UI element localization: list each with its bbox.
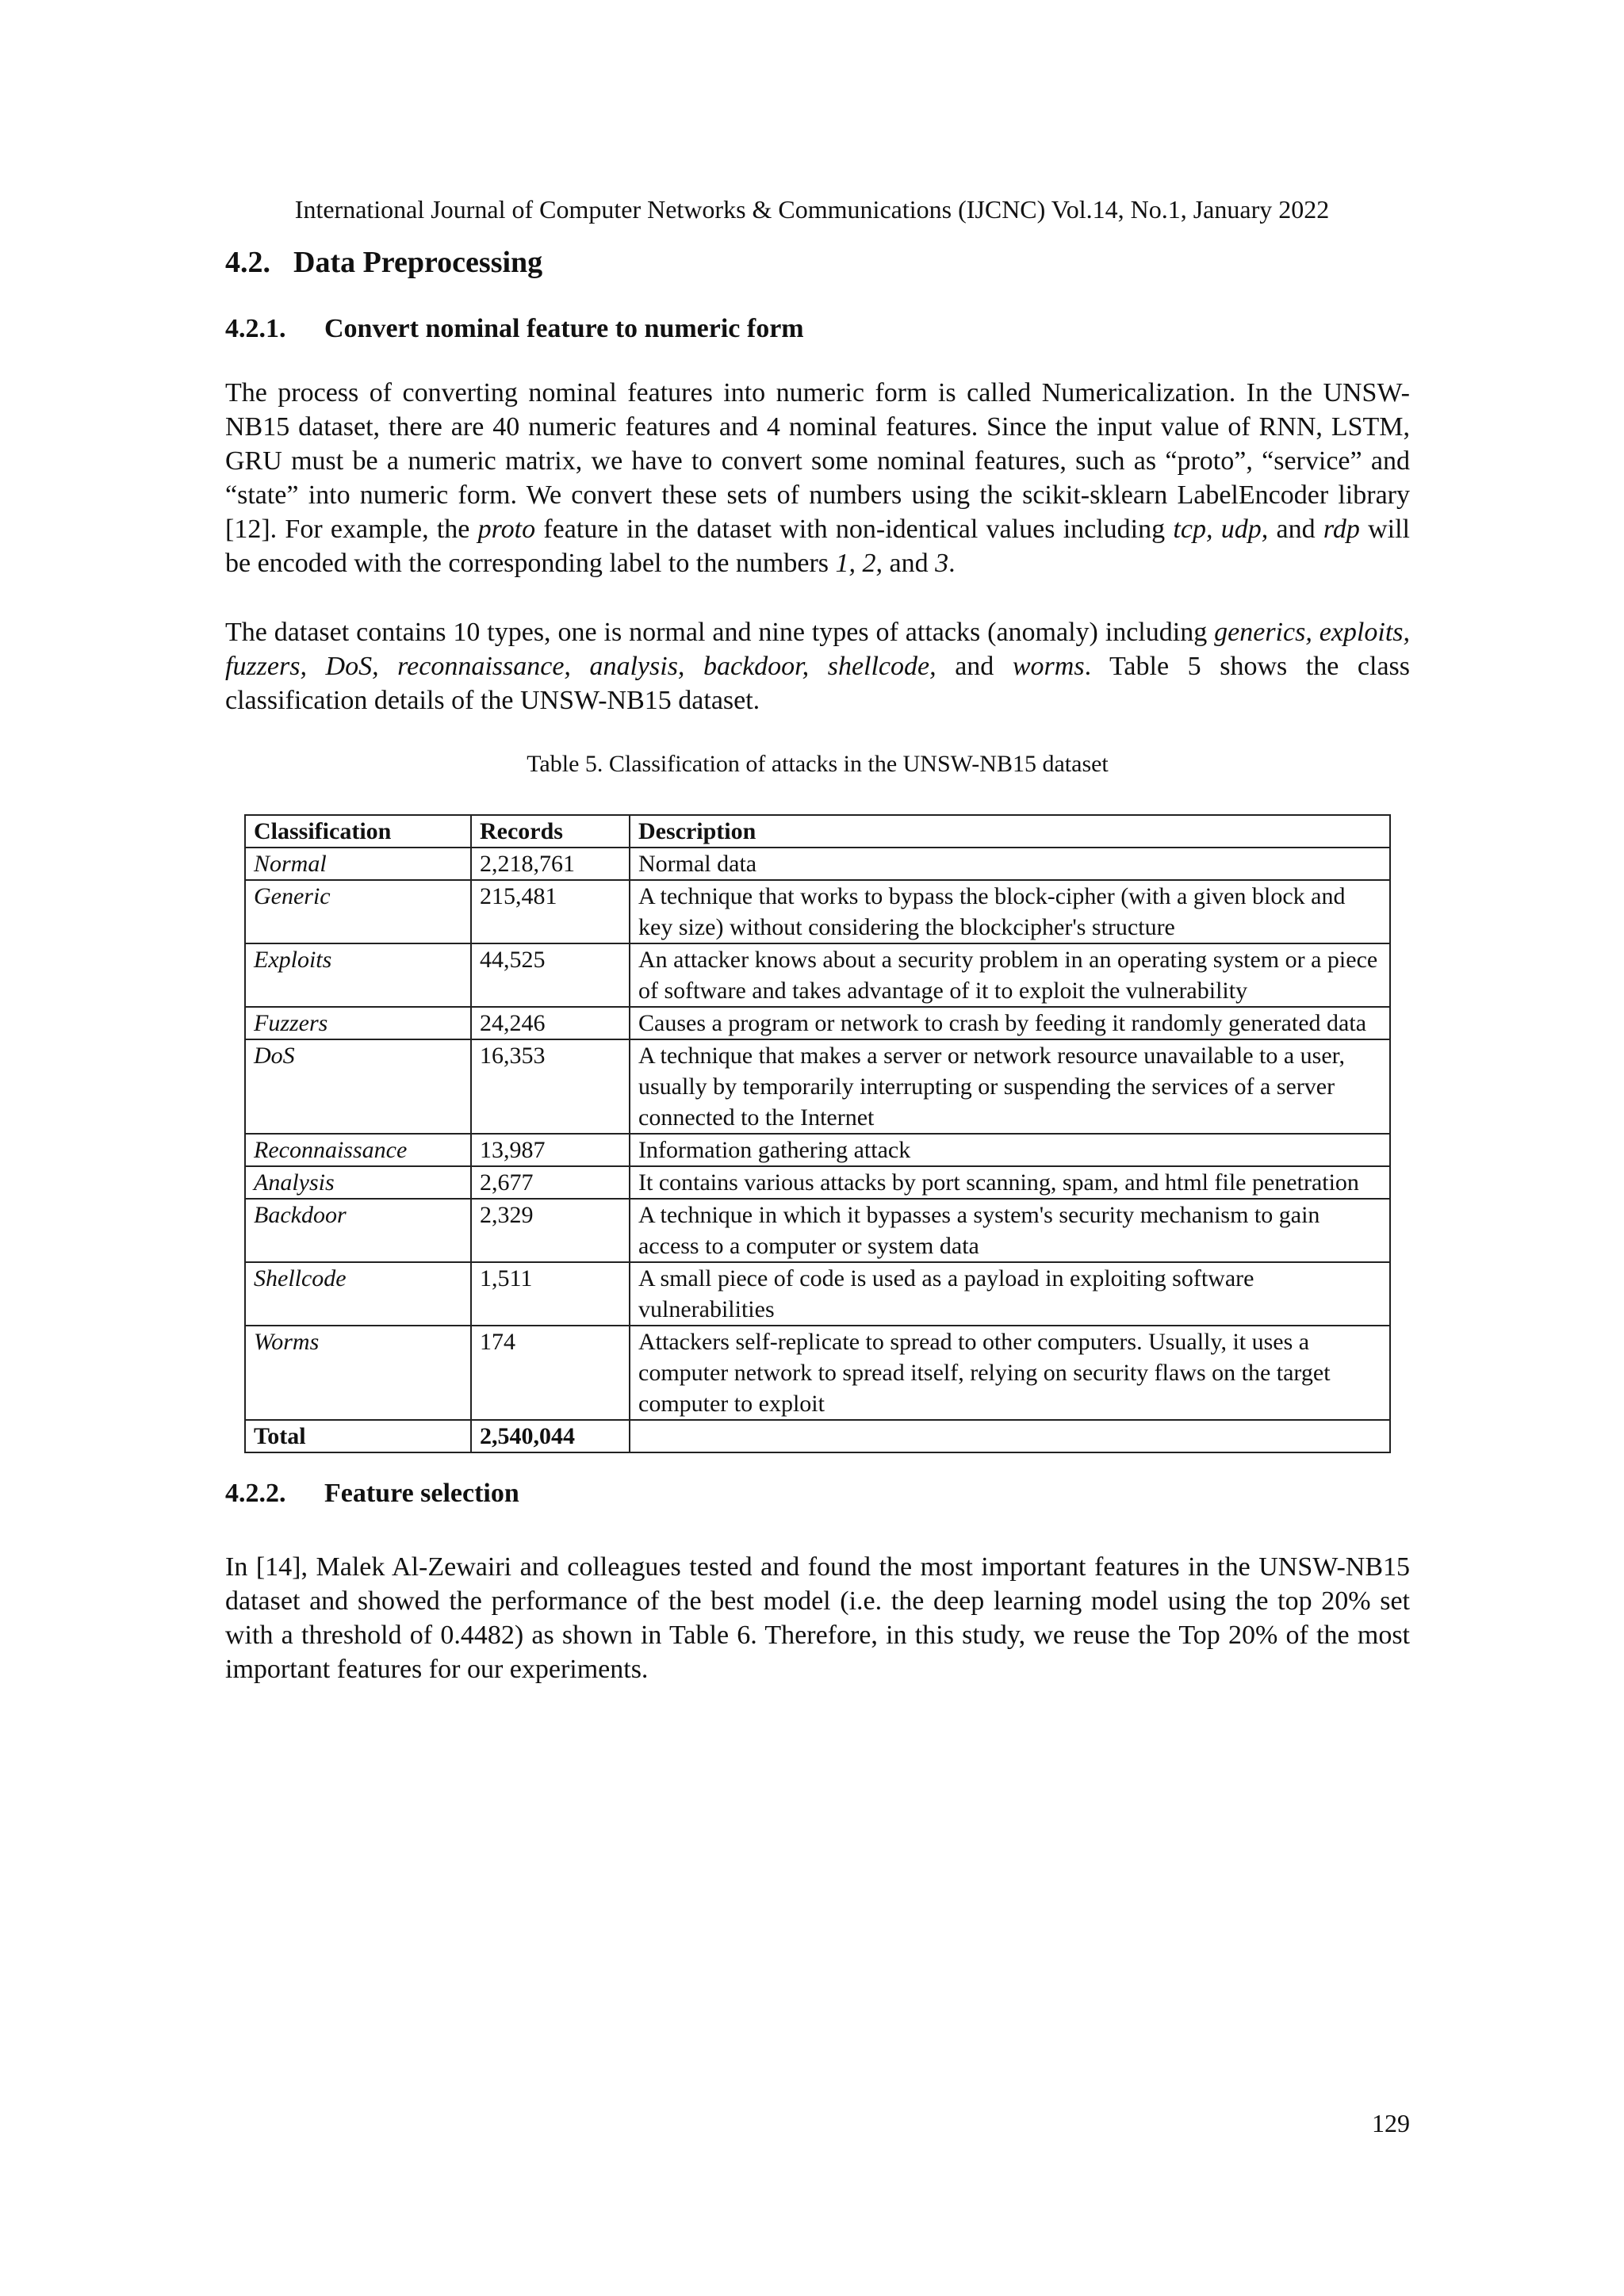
subsection-heading-1 xyxy=(225,312,1410,346)
running-header: International Journal of Computer Networks & Communications (IJCNC) Vol.14, No.1, January 2022 xyxy=(294,195,1330,224)
subsection-number: 4.2.2. xyxy=(225,1479,286,1508)
description-cell: A small piece of code is used as a payload in exploiting software vulnerabilities xyxy=(630,1262,1390,1326)
page-number: 129 xyxy=(1372,2109,1410,2137)
records-cell: 2,677 xyxy=(471,1166,630,1199)
description-cell: An attacker knows about a security problem in an operating system or a piece of software and takes advantage of it to exploit the vulnerability xyxy=(630,943,1390,1007)
records-cell: 215,481 xyxy=(471,880,630,943)
records-cell: 2,218,761 xyxy=(471,848,630,880)
classification-cell: Analysis xyxy=(245,1166,471,1199)
classification-cell: Normal xyxy=(245,848,471,880)
section-number: 4.2. xyxy=(225,246,270,279)
description-cell: Information gathering attack xyxy=(630,1134,1390,1166)
description-cell: Causes a program or network to crash by feeding it randomly generated data xyxy=(630,1007,1390,1039)
records-cell: 44,525 xyxy=(471,943,630,1007)
paragraph-dataset-types: The dataset contains 10 types, one is normal and nine types of attacks (anomaly) including generics, exploits, fuzzers, DoS, reconnaissance, analysis, backdoor, shellcode, and worms. Table 5 shows the class classification details of the UNSW-NB15 dataset. xyxy=(225,618,1411,715)
table-caption: Table 5. Classification of attacks in the UNSW-NB15 dataset xyxy=(527,751,1109,777)
table-row xyxy=(245,1007,1390,1039)
table-row xyxy=(245,1134,1390,1166)
table-row xyxy=(245,1262,1390,1326)
classification-cell: Shellcode xyxy=(245,1262,471,1326)
paragraph-numericalization: The process of converting nominal features into numeric form is called Numericalization. In the UNSW-NB15 dataset, there are 40 numeric features and 4 nominal features. Since the input value of RNN, LSTM, GRU must be a numeric matrix, we have to convert some nominal features, such as “proto”, “service” and “state” into numeric form. We convert these sets of numbers using the scikit-sklearn LabelEncoder library [12]. For example, the proto feature in the dataset with non-identical values including tcp, udp, and rdp will be encoded with the corresponding label to the numbers 1, 2, and 3. xyxy=(225,378,1411,578)
table-header-row xyxy=(245,815,1390,848)
classification-cell: Reconnaissance xyxy=(245,1134,471,1166)
classification-table xyxy=(244,814,1391,1453)
table-total-row xyxy=(245,1420,1390,1452)
description-cell: Attackers self-replicate to spread to other computers. Usually, it uses a computer network to spread itself, relying on security flaws on the target computer to exploit xyxy=(630,1326,1390,1420)
section-title: Data Preprocessing xyxy=(293,246,543,279)
records-cell: 2,329 xyxy=(471,1199,630,1262)
page-content xyxy=(225,244,1410,1686)
paragraph-feature-selection: In [14], Malek Al-Zewairi and colleagues tested and found the most important features in the UNSW-NB15 dataset and showed the performance of the best model (i.e. the deep learning model using the top 20% set with a threshold of 0.4482) as shown in Table 6. Therefore, in this study, we reuse the Top 20% of the most important features for our experiments. xyxy=(225,1552,1410,1684)
subsection-number: 4.2.1. xyxy=(225,314,286,343)
classification-cell: Exploits xyxy=(245,943,471,1007)
records-cell: 1,511 xyxy=(471,1262,630,1326)
total-label-cell: Total xyxy=(245,1420,471,1452)
column-header: Records xyxy=(471,815,630,848)
records-cell: 24,246 xyxy=(471,1007,630,1039)
column-header: Description xyxy=(630,815,1390,848)
table-row xyxy=(245,848,1390,880)
classification-cell: Generic xyxy=(245,880,471,943)
description-cell: A technique that makes a server or network resource unavailable to a user, usually by temporarily interrupting or suspending the services of a server connected to the Internet xyxy=(630,1039,1390,1134)
subsection-title: Convert nominal feature to numeric form xyxy=(324,314,804,343)
table-row xyxy=(245,1199,1390,1262)
records-cell: 16,353 xyxy=(471,1039,630,1134)
total-description-cell xyxy=(630,1420,1390,1452)
table-row xyxy=(245,1326,1390,1420)
table-row xyxy=(245,1039,1390,1134)
table-row xyxy=(245,1166,1390,1199)
classification-cell: Worms xyxy=(245,1326,471,1420)
records-cell: 174 xyxy=(471,1326,630,1420)
description-cell: A technique in which it bypasses a system's security mechanism to gain access to a computer or system data xyxy=(630,1199,1390,1262)
classification-cell: DoS xyxy=(245,1039,471,1134)
total-records-cell: 2,540,044 xyxy=(471,1420,630,1452)
description-cell: Normal data xyxy=(630,848,1390,880)
column-header: Classification xyxy=(245,815,471,848)
section-heading xyxy=(225,244,1410,281)
table-row xyxy=(245,880,1390,943)
classification-cell: Backdoor xyxy=(245,1199,471,1262)
subsection-title: Feature selection xyxy=(324,1479,519,1508)
description-cell: A technique that works to bypass the block-cipher (with a given block and key size) without considering the blockcipher's structure xyxy=(630,880,1390,943)
table-row xyxy=(245,943,1390,1007)
subsection-heading-2 xyxy=(225,1477,1410,1510)
description-cell: It contains various attacks by port scanning, spam, and html file penetration xyxy=(630,1166,1390,1199)
classification-cell: Fuzzers xyxy=(245,1007,471,1039)
records-cell: 13,987 xyxy=(471,1134,630,1166)
